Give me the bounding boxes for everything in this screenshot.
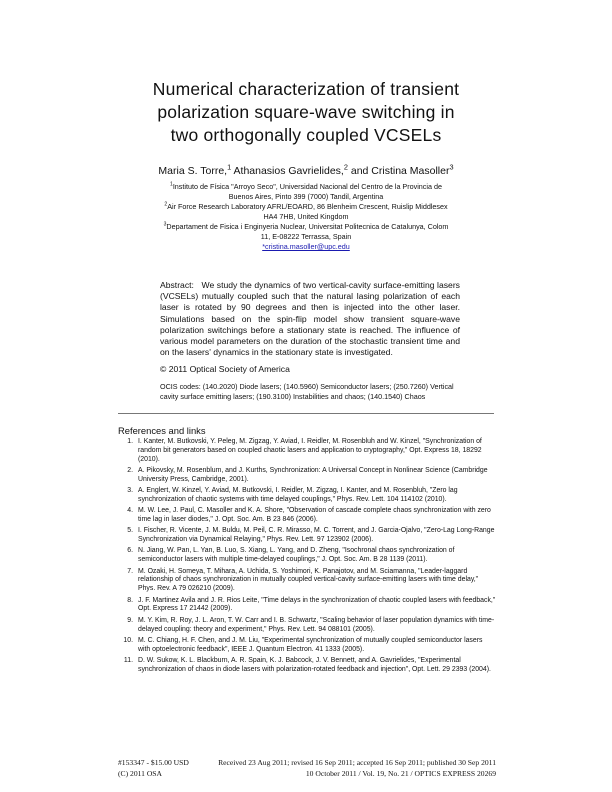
reference-list — [118, 438, 496, 677]
footer-journal-citation: 10 October 2011 / Vol. 19, No. 21 / OPTICS EXPRESS 20269 — [305, 769, 496, 778]
reference-text: A. Pikovsky, M. Rosenblum, and J. Kurths, Synchronization: A Universal Concept in Nonlinear Science (Cambridge University Press, Cambridge, 2001). — [138, 467, 488, 483]
reference-item — [118, 527, 496, 545]
footer-article-id: #153347 - $15.00 USD — [118, 758, 189, 767]
reference-text: M. Ozaki, H. Someya, T. Mihara, A. Uchida, S. Yoshimori, K. Panajotov, and M. Sciamanna, "Leader-laggard relationship of chaos synchronization in mutually coupled vertical-cavity surface-emitting lasers with time delay," Phys. Rev. A 79 026210 (2009). — [138, 567, 479, 593]
reference-item — [118, 487, 496, 505]
reference-item — [118, 597, 496, 615]
affiliation-line: Air Force Research Laboratory AFRL/EOARD, 86 Blenheim Crescent, Ruislip Middlesex — [167, 202, 448, 211]
reference-item — [118, 547, 496, 565]
reference-item — [118, 568, 496, 595]
reference-number: 3. — [127, 487, 133, 495]
abstract — [160, 280, 460, 358]
paper-title — [100, 78, 512, 147]
reference-number: 11. — [123, 656, 133, 664]
ocis-codes: OCIS codes: (140.2020) Diode lasers; (140.5960) Semiconductor lasers; (250.7260) Vertical cavity surface emitting lasers; (190.3100) Instabilities and chaos; (140.1540) Chaos — [160, 382, 454, 401]
affiliation-mark: 1 — [170, 181, 173, 188]
abstract-label: Abstract: — [160, 280, 194, 290]
affiliation — [150, 222, 462, 242]
reference-item — [118, 617, 496, 635]
reference-number: 8. — [127, 596, 133, 604]
copyright-notice: © 2011 Optical Society of America — [160, 364, 290, 374]
reference-number: 4. — [127, 507, 133, 515]
title-line: two orthogonally coupled VCSELs — [170, 125, 442, 145]
reference-number: 1. — [127, 438, 133, 445]
reference-number: 5. — [127, 527, 133, 535]
reference-number: 7. — [127, 567, 133, 575]
author-name: Athanasios Gavrielides, — [231, 165, 344, 177]
affiliation-mark: 2 — [164, 201, 168, 208]
references-heading: References and links — [118, 425, 206, 436]
affiliation — [150, 202, 462, 222]
affiliation-line: HA4 7HB, United Kingdom — [263, 212, 349, 221]
author-name: Maria S. Torre, — [158, 165, 228, 177]
reference-item — [118, 637, 496, 655]
reference-number: 2. — [127, 467, 133, 475]
contact-email-link[interactable]: *cristina.masoller@upc.edu — [262, 242, 350, 251]
author-affiliation-mark: 1 — [227, 162, 232, 172]
reference-number: 10. — [123, 636, 133, 644]
affiliation-line: Departament de Fisica i Enginyeria Nuclear, Universitat Politecnica de Catalunya, Colom — [166, 222, 449, 231]
title-line: polarization square-wave switching in — [157, 102, 455, 122]
affiliation-line: 11, E-08222 Terrassa, Spain — [260, 232, 352, 241]
footer-dates: Received 23 Aug 2011; revised 16 Sep 2011; accepted 16 Sep 2011; published 30 Sep 2011 — [218, 758, 496, 767]
reference-text: I. Fischer, R. Vicente, J. M. Buldu, M. Peil, C. R. Mirasso, M. C. Torrent, and J. Garcia-Ojalvo, "Zero-Lag Long-Range Synchronization via Dynamical Relaying," Phys. Rev. Lett. 97 123902 (2006). — [138, 527, 495, 544]
title-line: Numerical characterization of transient — [152, 79, 460, 99]
reference-item — [118, 507, 496, 525]
footer-copyright: (C) 2011 OSA — [118, 769, 163, 778]
reference-number: 9. — [127, 616, 133, 624]
reference-item — [118, 438, 496, 465]
author-list — [100, 162, 512, 177]
reference-text: M. C. Chiang, H. F. Chen, and J. M. Liu, "Experimental synchronization of mutually coupled semiconductor lasers with optoelectronic feedback", IEEE J. Quantum Electron. 41 1333 (2005). — [138, 636, 483, 653]
reference-text: J. F. Martinez Avila and J. R. Rios Leite, "Time delays in the synchronization of chaotic coupled lasers with feedback," Opt. Express 17 21442 (2009). — [138, 596, 496, 613]
affiliation — [150, 182, 462, 202]
reference-text: A. Englert, W. Kinzel, Y. Aviad, M. Butkovski, I. Reidler, M. Zigzag, I. Kanter, and M. Rosenbluh, "Zero lag synchronization of chaotic systems with time delayed couplings," Phys. Rev. Lett. 104 114102 (2010). — [138, 487, 458, 504]
affiliation-line: Buenos Aires, Pinto 399 (7000) Tandil, Argentina — [228, 192, 384, 201]
author-affiliation-mark: 3 — [449, 162, 454, 172]
reference-item — [118, 657, 496, 675]
reference-text: M. Y. Kim, R. Roy, J. L. Aron, T. W. Carr and I. B. Schwartz, "Scaling behavior of laser population dynamics with time-delayed coupling: theory and experiment," Phys. Rev. Lett. 94 088101 (2005). — [138, 616, 495, 633]
reference-number: 6. — [127, 547, 133, 555]
abstract-text: We study the dynamics of two vertical-cavity surface-emitting lasers (VCSELs) mutually coupled such that the natural lasing polarization of each laser is rotated by 90 degrees and then is injected into the other laser. Simulations based on the spin-flip model show transient square-wave polarization switchings before a stationary state is reached. The influence of various model parameters on the duration of the stochastic transient time and on the lasers' dynamics in the stationary state is investigated. — [160, 280, 460, 358]
reference-text: D. W. Sukow, K. L. Blackburn, A. R. Spain, K. J. Babcock, J. V. Bennett, and A. Gavrielides, "Experimental synchronization of chaos in diode lasers with polarization-rotated feedback and injection", Opt. Lett. 29 2393 (2004). — [138, 656, 491, 673]
section-divider — [118, 413, 494, 414]
reference-text: M. W. Lee, J. Paul, C. Masoller and K. A. Shore, "Observation of cascade complete chaos synchronization with zero time lag in laser diodes," J. Opt. Soc. Am. B 23 846 (2006). — [138, 507, 491, 524]
reference-text: N. Jiang, W. Pan, L. Yan, B. Luo, S. Xiang, L. Yang, and D. Zheng, "Isochronal chaos synchronization of semiconductor lasers with multiple time-delayed couplings," J. Opt. Soc. Am. B 28 1139 (2011). — [138, 547, 455, 564]
author-name: and Cristina Masoller — [347, 165, 450, 177]
affiliation-line: Instituto de Física "Arroyo Seco", Universidad Nacional del Centro de la Provincia de — [172, 182, 442, 191]
reference-text: I. Kanter, M. Butkovski, Y. Peleg, M. Zigzag, Y. Aviad, I. Reidler, M. Rosenbluh and W. Kinzel, "Synchronization of random bit generators based on coupled chaotic lasers and application to cryptography," Opt. Express 18, 18292 (2010). — [138, 438, 482, 463]
author-affiliation-mark: 2 — [343, 162, 348, 172]
affiliation-mark: 3 — [163, 221, 167, 228]
reference-item — [118, 467, 496, 485]
